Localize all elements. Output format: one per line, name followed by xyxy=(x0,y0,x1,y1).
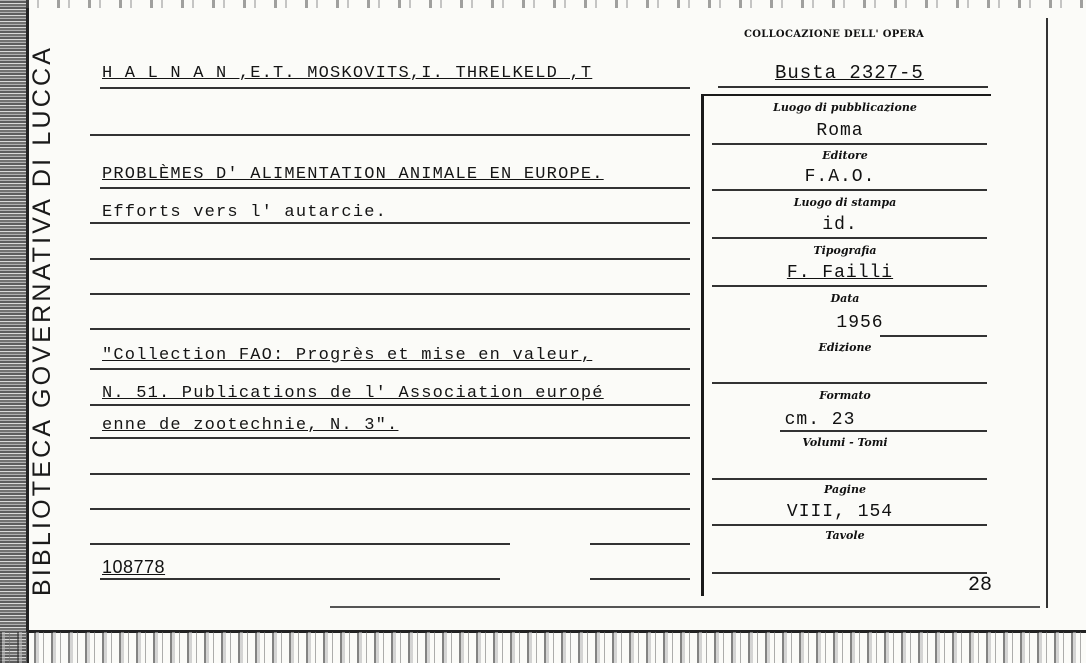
label-editore: Editore xyxy=(822,149,868,162)
collocation-value: Busta 2327-5 xyxy=(775,62,924,84)
rule-formato xyxy=(780,430,987,432)
blank-rule-4 xyxy=(90,328,690,330)
rule-editore xyxy=(712,189,987,191)
blank-rule-1 xyxy=(90,134,690,136)
rule-data xyxy=(880,335,987,337)
blank-rule-7a xyxy=(90,543,510,545)
rule-tipografia xyxy=(712,285,987,287)
label-luogo-pubblicazione: Luogo di pubblicazione xyxy=(773,101,917,114)
label-data: Data xyxy=(830,292,860,305)
library-side-label: BIBLIOTECA GOVERNATIVA DI LUCCA xyxy=(28,44,56,596)
scanned-left-edge xyxy=(0,0,26,663)
series-line-1: "Collection FAO: Progrès et mise en valeur, xyxy=(102,346,593,365)
label-volumi-tomi: Volumi - Tomi xyxy=(802,436,888,449)
scanned-bottom-edge xyxy=(0,632,1086,663)
card-number: 28 xyxy=(968,574,993,597)
collocation-label: COLLOCAZIONE DELL' OPERA xyxy=(744,29,925,40)
rule-luogo-pubblicazione xyxy=(712,143,987,145)
inventory-rule-right xyxy=(590,578,690,580)
value-luogo-stampa: id. xyxy=(822,215,858,235)
rule-tavole xyxy=(712,572,987,574)
rule-volumi-tomi xyxy=(712,478,987,480)
title-rule-2 xyxy=(90,222,690,224)
blank-rule-7b xyxy=(590,543,690,545)
series-rule-3 xyxy=(90,437,690,439)
rule-edizione xyxy=(712,382,987,384)
card-right-border xyxy=(1046,18,1048,608)
series-rule-2 xyxy=(90,404,690,406)
label-edizione: Edizione xyxy=(818,341,872,354)
blank-rule-5 xyxy=(90,473,690,475)
series-rule-1 xyxy=(90,368,690,370)
value-luogo-pubblicazione: Roma xyxy=(816,121,864,141)
rule-pagine xyxy=(712,524,987,526)
collocation-rule xyxy=(718,86,988,88)
label-tipografia: Tipografia xyxy=(813,244,877,257)
series-line-3: enne de zootechnie, N. 3". xyxy=(102,416,399,435)
value-pagine: VIII, 154 xyxy=(786,502,894,522)
series-line-2: N. 51. Publications de l' Association europé xyxy=(102,384,604,403)
blank-rule-3 xyxy=(90,293,690,295)
inventory-rule xyxy=(100,578,500,580)
inventory-number: 108778 xyxy=(102,557,166,577)
label-pagine: Pagine xyxy=(824,483,866,496)
blank-rule-2 xyxy=(90,258,690,260)
value-editore: F.A.O. xyxy=(804,167,876,187)
scanned-top-edge xyxy=(26,0,1086,8)
value-tipografia: F. Failli xyxy=(786,263,894,283)
authors-rule xyxy=(100,87,690,89)
label-formato: Formato xyxy=(819,389,871,402)
blank-rule-6 xyxy=(90,508,690,510)
value-formato: cm. 23 xyxy=(784,410,856,430)
title-rule-1 xyxy=(100,187,690,189)
title-line-2: Efforts vers l' autarcie. xyxy=(102,203,388,222)
rule-luogo-stampa xyxy=(712,237,987,239)
bottom-rule xyxy=(330,606,1040,608)
authors-line: H A L N A N ,E.T. MOSKOVITS,I. THRELKELD ,T xyxy=(102,64,593,83)
label-tavole: Tavole xyxy=(825,529,865,542)
value-data: 1956 xyxy=(836,313,884,333)
details-box-top-border xyxy=(701,94,991,96)
details-box-left-border xyxy=(701,94,704,596)
title-line-1: PROBLÈMES D' ALIMENTATION ANIMALE EN EUROPE. xyxy=(102,165,604,184)
label-luogo-stampa: Luogo di stampa xyxy=(793,196,897,209)
